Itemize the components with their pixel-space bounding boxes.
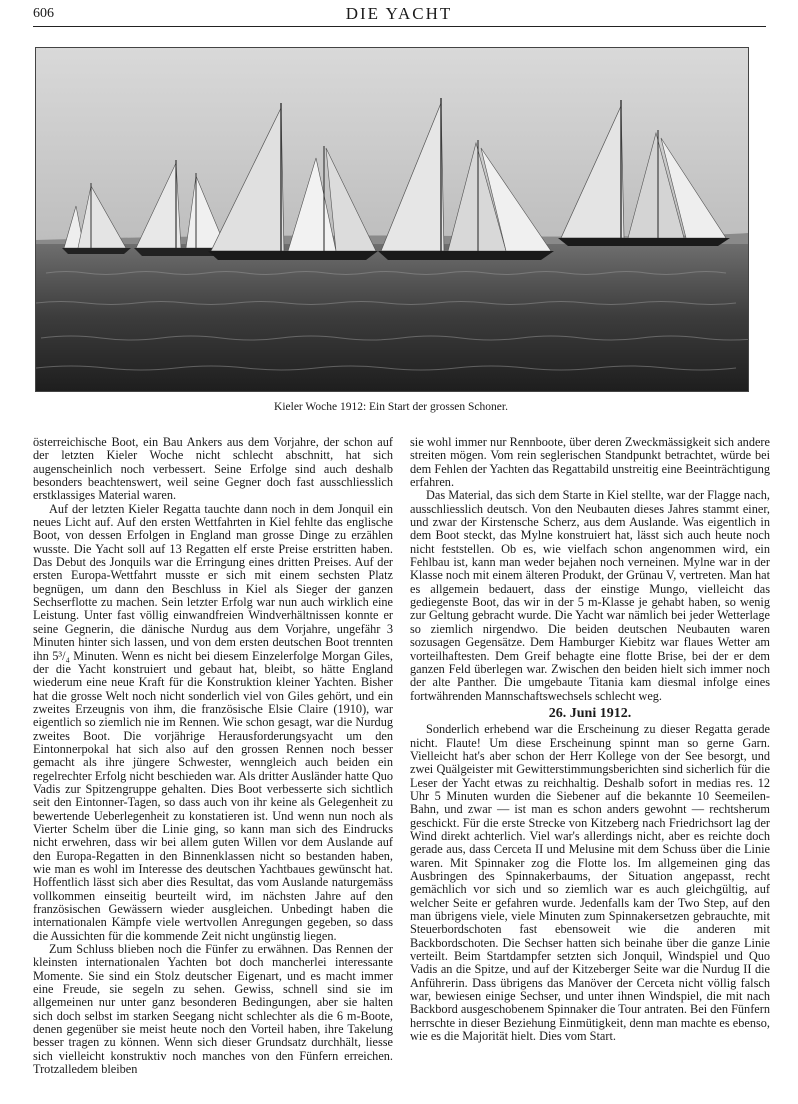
left-paragraph-1: österreichische Boot, ein Bau Ankers aus dem Vorjahre, der schon auf der letzten Kieler Woche nicht schlecht abschnitt, hat sich augenscheinlich noch verbessert. Seine Erfolge sind auch deshalb besonders beachtenswert, weil seine Gegner doch fast ausschliesslich erstklassiges Material waren. <box>33 435 393 503</box>
left-paragraph-2: Auf der letzten Kieler Regatta tauchte dann noch in dem Jonquil ein neues Licht auf. Auf den ersten Wettfahrten in Kiel fehlte das englische Boot, von dessen Erfolgen in England man grosse Dinge zu erzählen wusste. Die Yacht soll auf 13 Regatten elf erste Preise erstritten haben. Das Debut des Jonquils war die Erringung eines dritten Preises. Auf der ersten Europa-Wettfahrt musste er sich mit einem sechsten Platz begnügen, um dann den Beschluss in Kiel als Sieger der ganzen Sechserflotte zu machen. Sein letzter Erfolg war nun auch wirklich eine Leistung. Unter fast völlig einwandfreien Windverhältnissen konnte er seine Gegnerin, die dänische Nurdug aus dem Vorjahre, ungefähr 3 Minuten hinter sich lassen, und von dem ersten deutschen Boot trennten ihn 5³/₄ Minuten. Wenn es nicht bei diesem Einzelerfolge Morgan Giles, der die Yacht konstruiert und gebaut hat, bleibt, so hätte England wiederum eine neue Kraft für die Konstruktion kleiner Yachten. Bisher hat die grosse Welt noch nicht sonderlich viel von Giles gehört, und ein zweites Erzeugnis von ihm, die französische Elsie Claire (1910), war eigentlich so ziemlich nie im Rennen. Wie schon gesagt, war die Nurdug zweites Boot. Die vorjährige Herausforderungsyacht um den Eintonnerpokal hat sich also auf den grossen Rennen noch besser gemacht als ihre jüngere Schwester, wenngleich auch beiden ein regelrechter Erfolg nicht beschieden war. Als dritter Ausländer hatte Quo Vadis zur Spitzengruppe gehalten. Dies Boot verbesserte sich sichtlich seit den Eintonner-Tagen, so dass auch von ihr keine als Gelegenheit zu bewertende Ueberlegenheit zu konstatieren ist. Und wenn nun noch als Vierter Schelm über die Linie ging, so kann man sich des Eindrucks nicht erwehren, dass wir bei allem guten Willen vor dem Auslande auf den Europa-Regatten in den Binnenklassen nicht so bestanden haben, wie man es wohl im Interesse des deutschen Yachtbaues gewünscht hat. Hoffentlich lässt sich aber dies Resultat, das vom Auslande naturgemäss vollkommen einseitig beurteilt wird, im nächsten Jahre auf den französischen Gewässern wieder ausgleichen. Unbedingt haben die internationalen Kämpfe viele wertvollen Anregungen gegeben, so dass die Aussichten für die kommende Zeit nicht ungünstig liegen. <box>33 501 393 943</box>
figure-caption: Kieler Woche 1912: Ein Start der grossen Schoner. <box>274 401 508 413</box>
right-paragraph-1: sie wohl immer nur Rennboote, über deren Zweckmässigkeit sich andere streiten mögen. Vom rein seglerischen Standpunkt betrachtet, würde bei dem Fehlen der Yachten das Regattabild unstreitig eine Beeinträchtigung erfahren. <box>410 435 770 490</box>
section-heading-date: 26. Juni 1912. <box>548 705 632 721</box>
right-paragraph-3: Sonderlich erhebend war die Erscheinung zu dieser Regatta gerade nicht. Flaute! Um diese Erscheinung spinnt man so gerne Garn. Vielleicht hat's aber schon der Herr Kollege von der See besorgt, und zwei Quälgeister mit Gewitterstimmungsberichten sind sicherlich für die Leser der Yacht etwas zu reichhaltig. Deshalb sofort in medias res. 12 Uhr 5 Minuten wurden die Siebener auf die bekannte 10 Seemeilen-Bahn, und zwar — ist man es schon anders gewohnt — rechtsherum geschickt. Für die erste Strecke von Kitzeberg nach Friedrichsort lag der Wind direkt achterlich. Viel war's allerdings nicht, aber es reichte doch gerade aus, dass Cerceta II und Melusine mit dem Schuss über die Linie waren. Mit Spinnaker zog die Flotte los. Im allgemeinen ging das Ausbringen des Spinnakerbaums, der Situation angepasst, recht gemächlich vor sich und so ziemlich war es auch gleichgültig, auf welcher Seite er gefahren wurde. Jedenfalls kam der Two Step, auf den man übrigens viele, viele Minuten zum Spinnakersetzen gebrauchte, mit Steuerbordschoten fast ebensoweit wie die anderen mit Backbordschoten. Die Sechser hatten sich beinahe über die ganze Linie verteilt. Beim Startdampfer setzten sich Jonquil, Windspiel und Quo Vadis an die Spitze, und auf der Kitzeberger Seite war die Nurdug II die Anführerin. Dass übrigens das Manöver der Cerceta nicht völlig falsch war, bewiesen einige Sechser, und unter ihnen Windspiel, die mit nach Backbord ausgeschobenem Spinnaker die Tour antraten. Bei den Fünfern herrschte in dieser Beziehung Einmütigkeit, denn man machte es ebenso, wie es die Majorität hielt. Dies vom Start. <box>410 722 770 1044</box>
header-rule <box>33 26 766 27</box>
left-paragraph-3: Zum Schluss blieben noch die Fünfer zu erwähnen. Das Rennen der kleinsten internationalen Yachten bot doch mancherlei interessante Momente. Sie sind ein Stolz deutscher Eigenart, und es macht immer eine Freude, sie segeln zu sehen. Gewiss, schnell sind sie im allgemeinen nur unter ganz besonderen Bedingungen, aber sie halten sich doch selbst im starken Seegang nicht schlechter als die 6 m-Boote, denen gegenüber sie meist heute noch den Vorteil haben, ihre Takelung besser tragen zu können. Wenn sich dieser Grundsatz durchhält, liesse sich vielleicht konstruktiv noch manches von den Fünfern erreichen. Trotzalledem bleiben <box>33 942 393 1077</box>
right-column <box>410 436 770 1043</box>
running-head-title: DIE YACHT <box>345 4 453 23</box>
right-paragraph-2: Das Material, das sich dem Starte in Kiel stellte, war der Flagge nach, ausschliesslich deutsch. Von den Neubauten dieses Jahres stammt einer, und zwar der Kirstensche Scherz, aus dem Auslande. Was eigentlich in dem Boot steckt, das Mylne konstruiert hat, lässt sich auch heute noch nicht feststellen. Ob es, wie vielfach schon angenommen wird, ein Fehlbau ist, kann man weder bejahen noch verneinen. Mylne war in der Klasse noch mit einem älteren Produkt, der Grünau V, vertreten. Man hat es allgemein bedauert, dass der einstige Mungo, vielleicht das gediegenste Boot, das wir in der 5 m-Klasse je gehabt haben, so wenig zur Geltung gebracht wurde. Die Yacht war nämlich bei jeder Wetterlage so ziemlich nirgendwo. Die beiden deutschen Neubauten waren sozusagen Gegensätze. Dem Hamburger Kiebitz war flaues Wetter am vorteilhaftesten. Dem Greif behagte eine flotte Brise, bei der er dem ganzen Feld überlegen war. Zwischen den beiden hielt sich immer noch der alte Panther. Die umgebaute Titania kam diesmal infolge eines fortwährenden Mannschaftswechsels schlecht weg. <box>410 488 770 703</box>
schooner-start-photo <box>35 47 749 392</box>
schooner-photo-illustration <box>36 48 748 391</box>
left-column <box>33 436 393 1077</box>
page-number: 606 <box>33 6 54 21</box>
